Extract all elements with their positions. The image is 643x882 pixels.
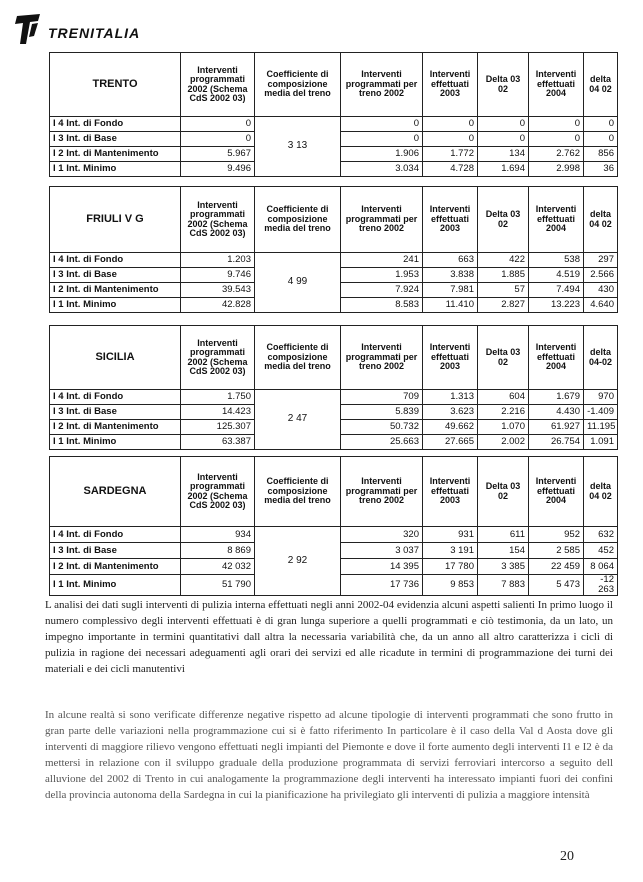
region-table (49, 186, 618, 313)
logo-text: TRENITALIA (48, 25, 141, 41)
cell-delta-03-02: 1.885 (478, 268, 529, 283)
cell-effettuati-2003: 1.772 (423, 147, 478, 162)
cell-effettuati-2004: 4.519 (529, 268, 584, 283)
header-delta-04-02: delta 04 02 (584, 457, 618, 527)
cell-delta-04-02: 0 (584, 117, 618, 132)
cell-delta-03-02: 154 (478, 543, 529, 559)
region-name: SICILIA (50, 326, 181, 390)
cell-effettuati-2003: 27.665 (423, 435, 478, 450)
cell-effettuati-2004: 61.927 (529, 420, 584, 435)
cell-per-treno: 8.583 (341, 298, 423, 313)
cell-per-treno: 709 (341, 390, 423, 405)
row-label: I 4 Int. di Fondo (50, 527, 181, 543)
cell-delta-03-02: 2.002 (478, 435, 529, 450)
cell-effettuati-2004: 2.998 (529, 162, 584, 177)
cell-per-treno: 1.953 (341, 268, 423, 283)
cell-effettuati-2004: 2 585 (529, 543, 584, 559)
cell-per-treno: 5.839 (341, 405, 423, 420)
cell-per-treno: 50.732 (341, 420, 423, 435)
trenitalia-logo-icon (14, 12, 42, 46)
row-label: I 4 Int. di Fondo (50, 390, 181, 405)
cell-effettuati-2004: 952 (529, 527, 584, 543)
region-table (49, 325, 618, 450)
page-number: 20 (560, 849, 574, 864)
cell-per-treno: 320 (341, 527, 423, 543)
cell-programmati: 0 (181, 117, 255, 132)
header-programmati: Interventi programmati 2002 (Schema CdS 2002 03) (181, 326, 255, 390)
cell-effettuati-2003: 49.662 (423, 420, 478, 435)
cell-effettuati-2003: 0 (423, 117, 478, 132)
cell-effettuati-2004: 7.494 (529, 283, 584, 298)
header-programmati-per-treno: Interventi programmati per treno 2002 (341, 326, 423, 390)
cell-programmati: 1.203 (181, 253, 255, 268)
row-label: I 3 Int. di Base (50, 405, 181, 420)
cell-programmati: 934 (181, 527, 255, 543)
cell-delta-03-02: 1.070 (478, 420, 529, 435)
header-delta-03-02: Delta 03 02 (478, 53, 529, 117)
header-effettuati-2004: Interventi effettuati 2004 (529, 326, 584, 390)
header-effettuati-2003: Interventi effettuati 2003 (423, 187, 478, 253)
table-row (50, 117, 618, 132)
header-effettuati-2004: Interventi effettuati 2004 (529, 187, 584, 253)
cell-per-treno: 0 (341, 117, 423, 132)
cell-effettuati-2004: 5 473 (529, 575, 584, 596)
header-programmati-per-treno: Interventi programmati per treno 2002 (341, 53, 423, 117)
header-delta-03-02: Delta 03 02 (478, 187, 529, 253)
trenitalia-logo (14, 12, 214, 46)
cell-delta-04-02: 1.091 (584, 435, 618, 450)
cell-delta-04-02: 452 (584, 543, 618, 559)
region-name: SARDEGNA (50, 457, 181, 527)
cell-coefficiente: 2 92 (255, 527, 341, 596)
cell-coefficiente: 4 99 (255, 253, 341, 313)
cell-programmati: 14.423 (181, 405, 255, 420)
table-row (50, 253, 618, 268)
table-row (50, 527, 618, 543)
cell-delta-03-02: 0 (478, 132, 529, 147)
cell-effettuati-2004: 4.430 (529, 405, 584, 420)
region-table (49, 456, 618, 596)
cell-delta-03-02: 1.694 (478, 162, 529, 177)
cell-effettuati-2004: 0 (529, 117, 584, 132)
header-coefficiente: Coefficiente di composizione media del treno (255, 187, 341, 253)
region-name: TRENTO (50, 53, 181, 117)
cell-delta-04-02: 4.640 (584, 298, 618, 313)
cell-delta-04-02: 11.195 (584, 420, 618, 435)
cell-effettuati-2004: 22 459 (529, 559, 584, 575)
cell-delta-04-02: -1.409 (584, 405, 618, 420)
cell-effettuati-2003: 931 (423, 527, 478, 543)
cell-effettuati-2004: 538 (529, 253, 584, 268)
cell-per-treno: 25.663 (341, 435, 423, 450)
cell-coefficiente: 2 47 (255, 390, 341, 450)
cell-programmati: 63.387 (181, 435, 255, 450)
cell-effettuati-2004: 1.679 (529, 390, 584, 405)
row-label: I 1 Int. Minimo (50, 575, 181, 596)
cell-delta-04-02: 297 (584, 253, 618, 268)
cell-per-treno: 0 (341, 132, 423, 147)
header-coefficiente: Coefficiente di composizione media del treno (255, 53, 341, 117)
cell-delta-03-02: 2.216 (478, 405, 529, 420)
row-label: I 1 Int. Minimo (50, 435, 181, 450)
cell-programmati: 39.543 (181, 283, 255, 298)
cell-delta-04-02: 970 (584, 390, 618, 405)
cell-effettuati-2004: 0 (529, 132, 584, 147)
row-label: I 2 Int. di Mantenimento (50, 420, 181, 435)
cell-programmati: 5.967 (181, 147, 255, 162)
row-label: I 3 Int. di Base (50, 543, 181, 559)
cell-programmati: 0 (181, 132, 255, 147)
cell-programmati: 42.828 (181, 298, 255, 313)
header-programmati-per-treno: Interventi programmati per treno 2002 (341, 187, 423, 253)
cell-effettuati-2004: 2.762 (529, 147, 584, 162)
row-label: I 2 Int. di Mantenimento (50, 283, 181, 298)
cell-effettuati-2003: 1.313 (423, 390, 478, 405)
cell-per-treno: 14 395 (341, 559, 423, 575)
table-row (50, 390, 618, 405)
cell-effettuati-2003: 17 780 (423, 559, 478, 575)
cell-programmati: 1.750 (181, 390, 255, 405)
header-programmati: Interventi programmati 2002 (Schema CdS 2002 03) (181, 457, 255, 527)
row-label: I 2 Int. di Mantenimento (50, 559, 181, 575)
cell-effettuati-2003: 7.981 (423, 283, 478, 298)
cell-effettuati-2003: 3.838 (423, 268, 478, 283)
cell-delta-03-02: 134 (478, 147, 529, 162)
cell-delta-04-02: 8 064 (584, 559, 618, 575)
cell-effettuati-2003: 9 853 (423, 575, 478, 596)
cell-programmati: 125.307 (181, 420, 255, 435)
cell-programmati: 51 790 (181, 575, 255, 596)
cell-per-treno: 3.034 (341, 162, 423, 177)
header-effettuati-2003: Interventi effettuati 2003 (423, 53, 478, 117)
paragraph-differences: In alcune realtà si sono verificate differenze negative rispetto ad alcune tipologie di interventi programmati che sono frutto in gran parte delle variazioni nella programmazione cui si è fatto riferimento In particolare è il caso della Val d Aosta dove gli interventi di maggiore rilievo vengono effettuati negli impianti del Piemonte e dove il forte aumento degli interventi I1 e I2 è da mettersi in relazione con il sviluppo graduale della produzione programmata di servizi ferroviari intercorso a seguito dell alluvione del 2002 di Trento in cui analogamente la programmazione degli interventi ha interessato impianti fuori dei confini della provincia autonoma della Sardegna in cui la pianificazione ha privilegiato gli interventi di pulizia a maggiore intensità (45, 709, 613, 801)
paragraph-analysis: L analisi dei dati sugli interventi di pulizia interna effettuati negli anni 2002-04 evidenzia alcuni aspetti salienti In primo luogo il numero complessivo degli interventi effettuati è di gran lunga superiore a quelli programmati e ciò testimonia, da un lato, un impegno importante in termini quantitativi dall altra la necessaria variabilità che, da un anno all altro caratterizza i cicli di pulizia in ragione dei necessari adeguamenti agli orari dei servizi ed alle ricadute in termini di programmazione dei turni dei materiali e dei cicli manutentivi (45, 599, 613, 675)
cell-effettuati-2003: 3 191 (423, 543, 478, 559)
cell-delta-04-02: -12 263 (584, 575, 618, 596)
cell-effettuati-2003: 0 (423, 132, 478, 147)
cell-delta-03-02: 3 385 (478, 559, 529, 575)
row-label: I 4 Int. di Fondo (50, 253, 181, 268)
cell-programmati: 9.746 (181, 268, 255, 283)
header-programmati-per-treno: Interventi programmati per treno 2002 (341, 457, 423, 527)
cell-per-treno: 3 037 (341, 543, 423, 559)
cell-delta-04-02: 632 (584, 527, 618, 543)
row-label: I 3 Int. di Base (50, 132, 181, 147)
cell-per-treno: 1.906 (341, 147, 423, 162)
row-label: I 1 Int. Minimo (50, 162, 181, 177)
cell-delta-03-02: 611 (478, 527, 529, 543)
header-effettuati-2004: Interventi effettuati 2004 (529, 53, 584, 117)
row-label: I 3 Int. di Base (50, 268, 181, 283)
header-delta-04-02: delta 04 02 (584, 53, 618, 117)
header-delta-04-02: delta 04 02 (584, 187, 618, 253)
region-table (49, 52, 618, 177)
header-effettuati-2004: Interventi effettuati 2004 (529, 457, 584, 527)
cell-effettuati-2003: 663 (423, 253, 478, 268)
header-programmati: Interventi programmati 2002 (Schema CdS 2002 03) (181, 187, 255, 253)
cell-delta-03-02: 422 (478, 253, 529, 268)
header-delta-03-02: Delta 03 02 (478, 457, 529, 527)
cell-effettuati-2003: 11.410 (423, 298, 478, 313)
cell-programmati: 9.496 (181, 162, 255, 177)
header-delta-04-02: delta 04-02 (584, 326, 618, 390)
row-label: I 1 Int. Minimo (50, 298, 181, 313)
header-programmati: Interventi programmati 2002 (Schema CdS 2002 03) (181, 53, 255, 117)
header-delta-03-02: Delta 03 02 (478, 326, 529, 390)
header-effettuati-2003: Interventi effettuati 2003 (423, 457, 478, 527)
cell-per-treno: 17 736 (341, 575, 423, 596)
row-label: I 4 Int. di Fondo (50, 117, 181, 132)
row-label: I 2 Int. di Mantenimento (50, 147, 181, 162)
cell-delta-03-02: 604 (478, 390, 529, 405)
cell-programmati: 8 869 (181, 543, 255, 559)
header-effettuati-2003: Interventi effettuati 2003 (423, 326, 478, 390)
cell-effettuati-2003: 4.728 (423, 162, 478, 177)
cell-delta-03-02: 2.827 (478, 298, 529, 313)
cell-delta-04-02: 430 (584, 283, 618, 298)
cell-effettuati-2003: 3.623 (423, 405, 478, 420)
cell-delta-04-02: 2.566 (584, 268, 618, 283)
header-coefficiente: Coefficiente di composizione media del treno (255, 457, 341, 527)
cell-delta-04-02: 0 (584, 132, 618, 147)
cell-delta-04-02: 856 (584, 147, 618, 162)
header-coefficiente: Coefficiente di composizione media del treno (255, 326, 341, 390)
cell-delta-04-02: 36 (584, 162, 618, 177)
cell-per-treno: 7.924 (341, 283, 423, 298)
cell-effettuati-2004: 26.754 (529, 435, 584, 450)
cell-coefficiente: 3 13 (255, 117, 341, 177)
cell-delta-03-02: 0 (478, 117, 529, 132)
region-name: FRIULI V G (50, 187, 181, 253)
cell-programmati: 42 032 (181, 559, 255, 575)
cell-effettuati-2004: 13.223 (529, 298, 584, 313)
cell-delta-03-02: 57 (478, 283, 529, 298)
cell-delta-03-02: 7 883 (478, 575, 529, 596)
cell-per-treno: 241 (341, 253, 423, 268)
